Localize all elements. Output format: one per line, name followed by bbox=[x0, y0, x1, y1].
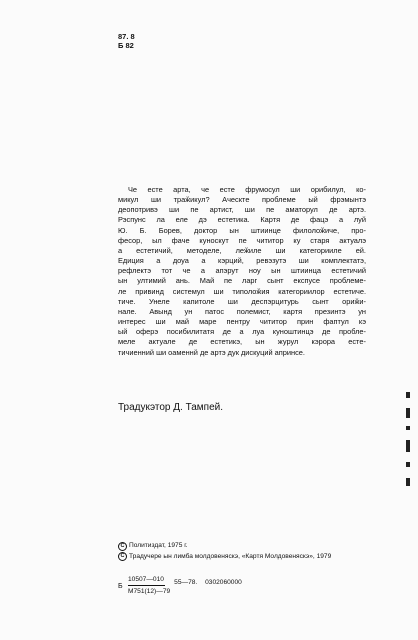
classification-code: 87. 8 bbox=[118, 32, 135, 41]
copyright-translation-text: Традучере ын лимба молдовеняскэ, «Картя Молдовеняскэ», 1979 bbox=[129, 552, 332, 560]
annotation-line: фесор, ыл фаче куноскут пе чититор ку старя актуалэ bbox=[118, 235, 366, 245]
annotation-line: а естетичий, методеле, леӂиле ши категорииле ей. bbox=[118, 245, 366, 255]
translator-credit: Традукэтор Д. Тампей. bbox=[118, 402, 224, 413]
annotation-line: интерес ши май маре пентру чититор прин фаптул кэ bbox=[118, 317, 366, 327]
imprint-letter: Б bbox=[118, 582, 123, 590]
copyright-block bbox=[118, 541, 331, 562]
annotation-line: Едиция а доуа а кэрций, ревэзутэ ши комплектатэ, bbox=[118, 256, 366, 266]
imprint-row bbox=[118, 576, 248, 596]
imprint-codes bbox=[174, 579, 248, 586]
author-mark: Б 82 bbox=[118, 41, 134, 50]
copyright-original-text: Политиздат, 1975 г. bbox=[129, 542, 188, 549]
book-annotation bbox=[118, 185, 366, 358]
copyright-icon: С bbox=[118, 552, 127, 561]
annotation-line: ле привинд системул ши типолоӂия категориилор естетиче. bbox=[118, 286, 366, 296]
annotation-line: Рэспунс ла еле дэ естетика. Картя де фацэ а луй bbox=[118, 215, 366, 225]
library-classification bbox=[118, 32, 135, 50]
annotation-line: деопотривэ ши пе артист, ши пе аматорул де артэ. bbox=[118, 205, 366, 215]
annotation-line: микул ши траӂикул? Аческте проблеме ый фрэмынтэ bbox=[118, 195, 366, 205]
annotation-line: рефлектэ тот че а апэрут ноу ын штиинца естетичий bbox=[118, 266, 366, 276]
copyright-original bbox=[118, 541, 331, 552]
annotation-line: тичиенний ши оаменнй де артэ дук дискуций апринсе. bbox=[118, 347, 305, 357]
copyright-translation bbox=[118, 552, 331, 563]
publication-codes bbox=[118, 576, 248, 596]
annotation-line: тиче. Унеле капитоле ши деспэрцитурь сынт ориӂи- bbox=[118, 296, 366, 306]
imprint-numerator: 10507—010 bbox=[128, 576, 165, 586]
annotation-line: меле актуале де естетикэ, ын журул кэрора естe- bbox=[118, 337, 366, 347]
copyright-icon: С bbox=[118, 542, 127, 551]
imprint-code-1: 55—78. bbox=[174, 578, 198, 586]
annotation-line: нале. Авынд ун патос полемист, картя презинтэ ун bbox=[118, 306, 366, 316]
annotation-line: ый оферэ посибилитатя де а луа куноштинцэ де пробле- bbox=[118, 327, 366, 337]
annotation-line: Че есте арта, че есте фрумосул ши орибилул, ко- bbox=[128, 185, 366, 194]
annotation-line: Ю. Б. Борев, доктор ын штиинце филолоӂиче, про- bbox=[118, 225, 366, 235]
imprint-denominator: М751(12)—79 bbox=[128, 588, 171, 595]
scan-edge-marks bbox=[404, 392, 412, 492]
imprint-code-2: 0302060000 bbox=[205, 578, 242, 586]
imprint-fraction bbox=[128, 576, 170, 596]
annotation-line: ын ултимий ань. Май пе ларг сынт експусе проблеме- bbox=[118, 276, 366, 286]
